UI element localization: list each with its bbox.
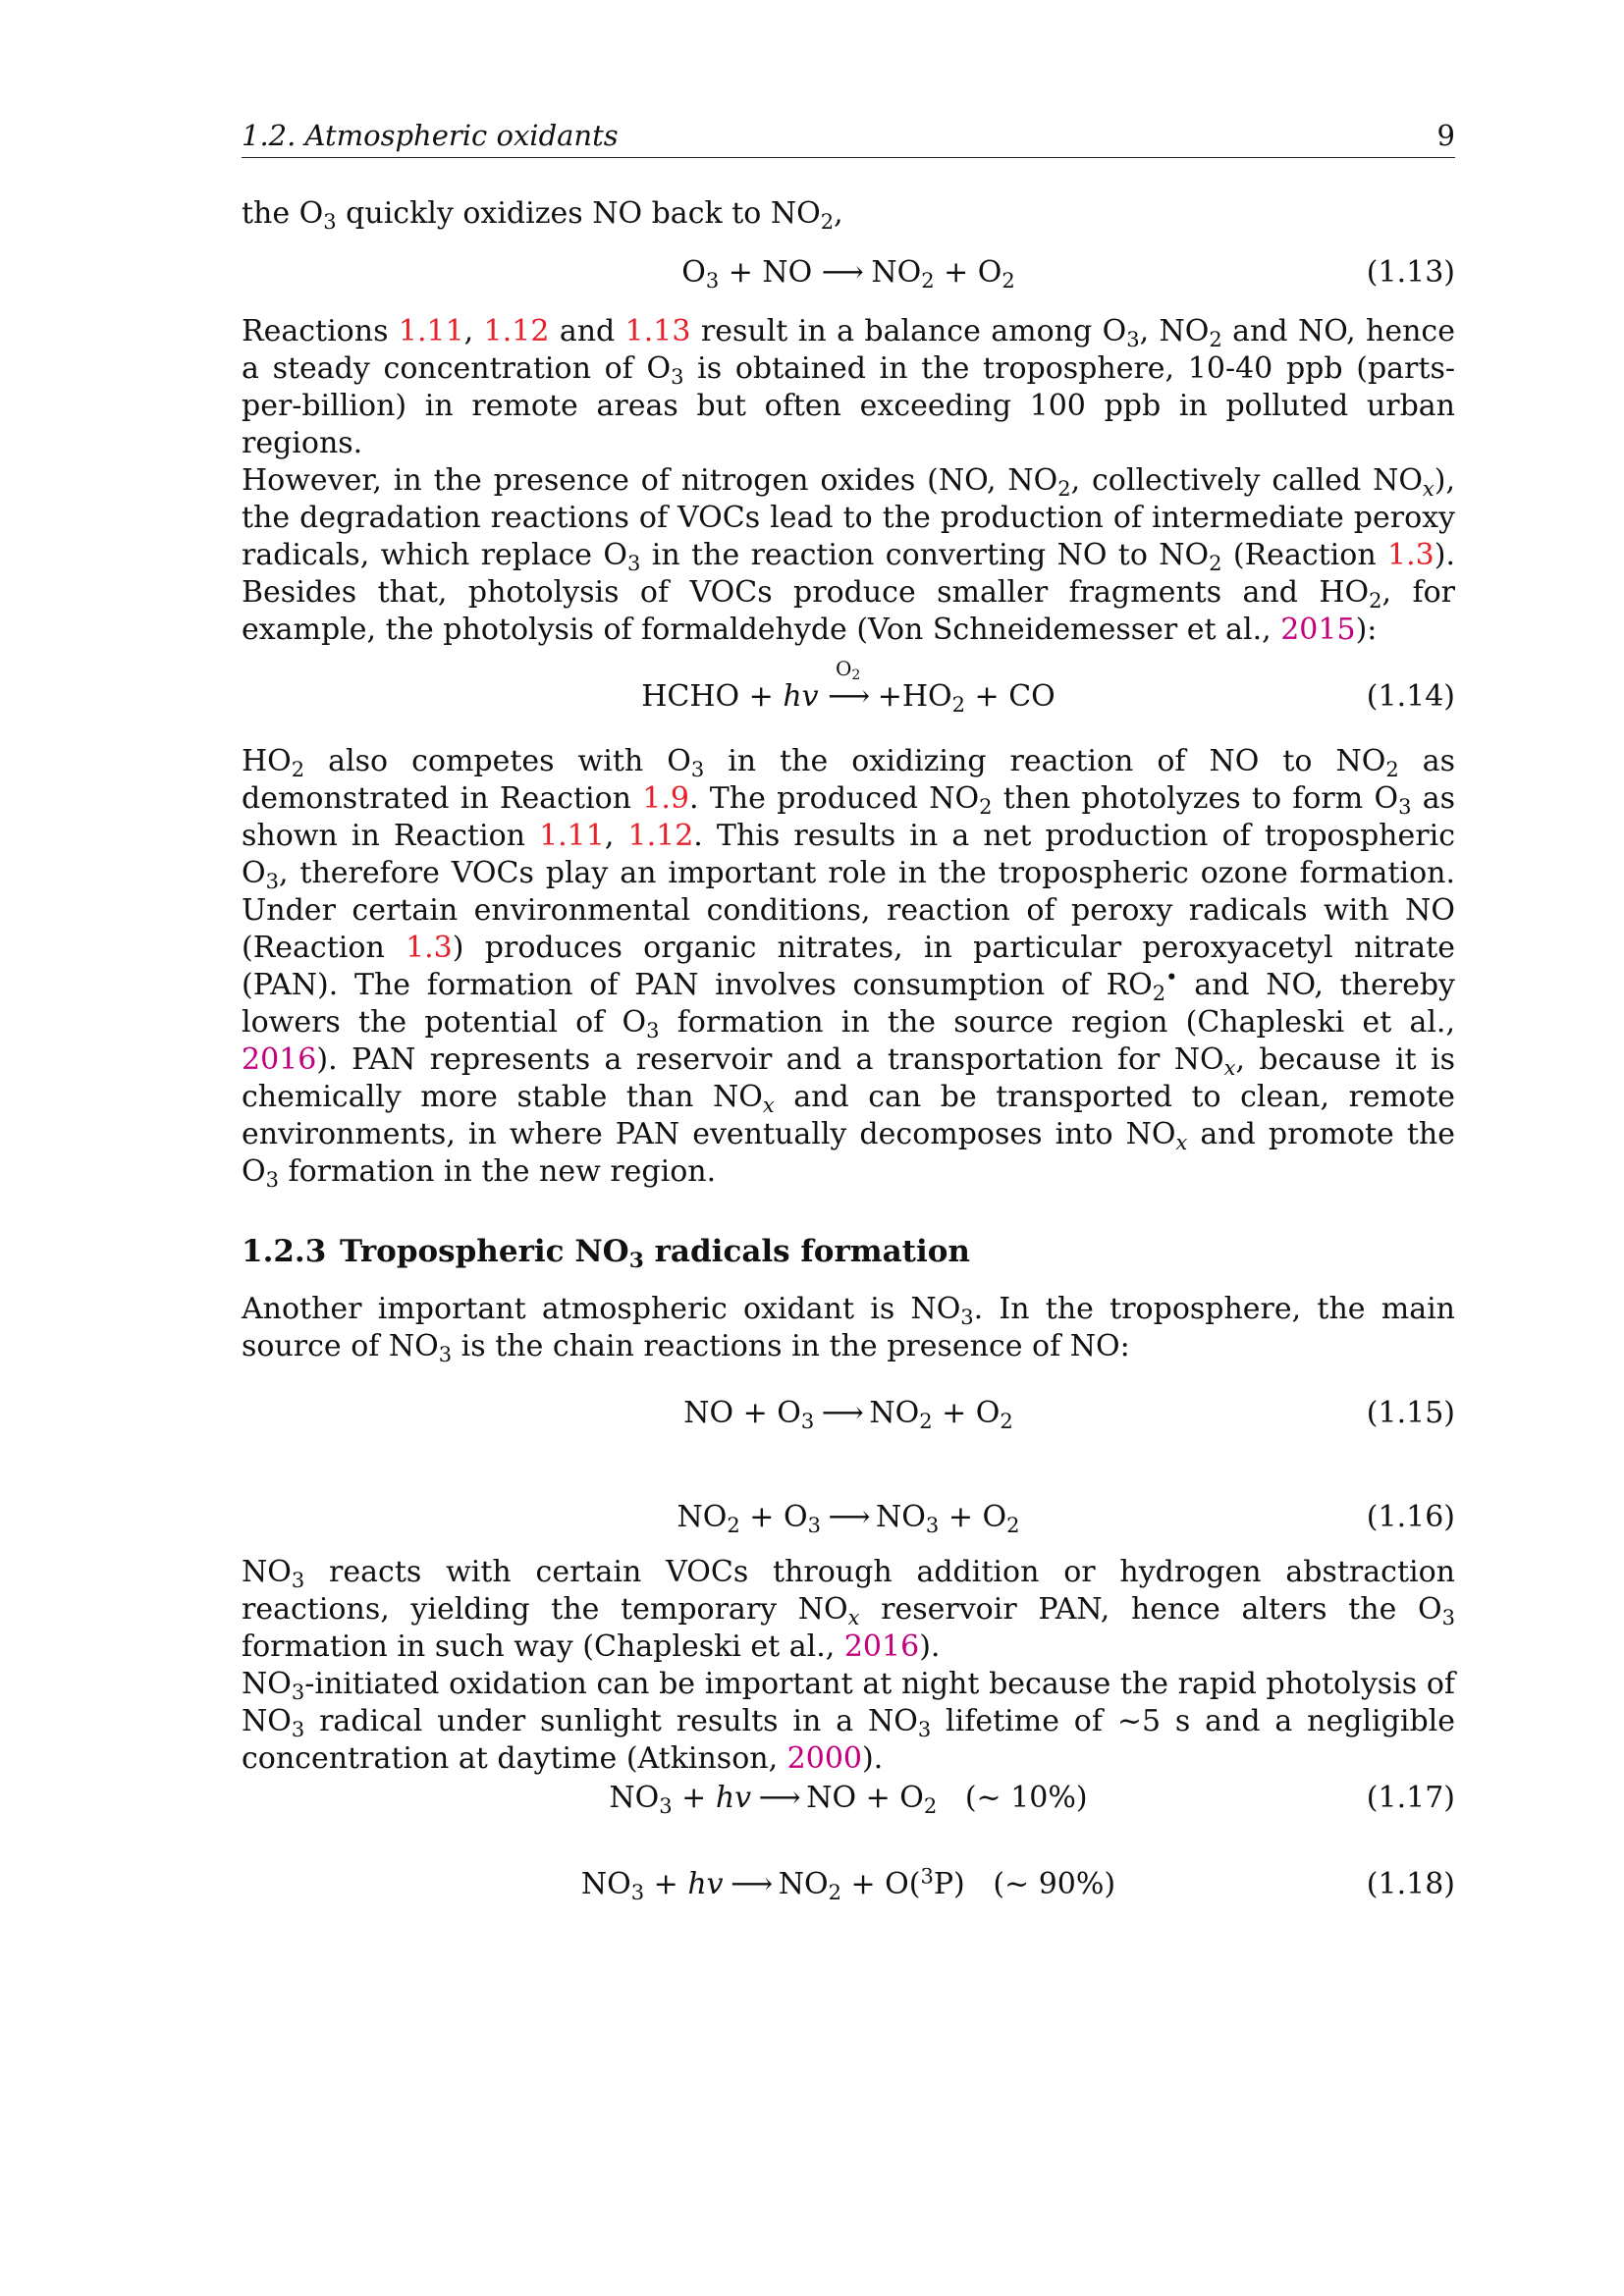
paragraph-balance: Reactions 1.11, 1.12 and 1.13 result in a balance among $O_3$, $NO_2$ and NO, hence a steady concentration of $O_3$ is obtained in the troposphere, 10-40 ppb (parts-per-billion) in remote areas but often exceeding 100 ppb in polluted urban regions. [242,314,1455,460]
citation-link[interactable]: 2015 [1280,613,1356,647]
reaction-link[interactable]: 1.3 [406,931,453,965]
paragraph-no3-night: $NO_3$-initiated oxidation can be important at night because the rapid photolysis of $NO_3$ radical under sunlight results in a $NO_3$ lifetime of ~5 s and a negligible concentration at daytime (Atkinson, 2000). [242,1667,1455,1776]
equation-number: (1.18) [1366,1867,1455,1901]
reaction-link[interactable]: 1.11 [398,314,464,348]
reaction-link[interactable]: 1.3 [1387,538,1435,572]
reaction-link[interactable]: 1.11 [539,819,605,853]
section-title: 1.2. Atmospheric oxidants [242,119,619,152]
citation-link[interactable]: 2016 [242,1042,317,1077]
citation-link[interactable]: 2000 [786,1741,863,1776]
equation-1-14: HCHO + hv $O_2$ ⟶ $+HO_2$ + CO (1.14) [641,657,1455,717]
subsection-heading: 1.2.3 Tropospheric $NO_3$ radicals formation [242,1234,970,1274]
reaction-link[interactable]: 1.12 [627,819,694,853]
equation-number: (1.15) [1366,1396,1455,1430]
paragraph-no3-vocs: $NO_3$ reacts with certain VOCs through addition or hydrogen abstraction reactions, yielding the temporary $NO_x$ reservoir PAN, hence alters the $O_3$ formation in such way (Chapleski et al., 2016). [242,1555,1455,1664]
equation-1-16: $NO_2 + O_3$ ⟶ $NO_3 + O_2$ (1.16) [677,1500,1455,1537]
citation-link[interactable]: 2016 [843,1629,920,1664]
paragraph-no3-source: Another important atmospheric oxidant is $NO_3$. In the troposphere, the main source of $NO_3$ is the chain reactions in the presence of NO: [242,1292,1455,1366]
equation-number: (1.17) [1366,1781,1455,1815]
equation-1-13: $O_3$ + NO ⟶ $NO_2 + O_2$ (1.13) [681,255,1455,293]
paragraph-ho2: $HO_2$ also competes with $O_3$ in the oxidizing reaction of NO to $NO_2$ as demonstrated in Reaction 1.9. The produced $NO_2$ then photolyzes to form $O_3$ as shown in Reaction 1.11, 1.12. This results in a net production of tropospheric $O_3$, therefore VOCs play an important role in the tropospheric ozone formation. Under certain environmental conditions, reaction of peroxy radicals with NO (Reaction 1.3) produces organic nitrates, in particular peroxyacetyl nitrate (PAN). The formation of PAN involves consumption of $RO_2^•$ and NO, thereby lowers the potential of $O_3$ formation in the source region (Chapleski et al., 2016). PAN represents a reservoir and a transportation for $NO_x$, because it is chemically more stable than $NO_x$ and can be transported to clean, remote environments, in where PAN eventually decomposes into $NO_x$ and promote the $O_3$ formation in the new region. [242,744,1456,1192]
equation-number: (1.16) [1366,1500,1455,1534]
page-body [242,118,1455,1925]
equation-1-18: $NO_3$ + hv ⟶ $NO_2 + O(^3P)$ (~ 90%) (1.18) [580,1864,1455,1904]
reaction-link[interactable]: 1.12 [483,314,550,348]
equation-1-15: NO + $O_3$ ⟶ $NO_2 + O_2$ (1.15) [683,1396,1455,1433]
page-number: 9 [1436,119,1455,152]
reaction-link[interactable]: 1.9 [642,781,689,816]
subsection-number: 1.2.3 [242,1234,327,1269]
equation-number: (1.13) [1366,255,1455,290]
reaction-link[interactable]: 1.13 [624,314,691,348]
running-header [242,118,1455,158]
paragraph-intro: the $O_3$ quickly oxidizes NO back to $NO_2$, [242,196,843,234]
equation-1-17: $NO_3$ + hv ⟶ NO + $O_2$ (~ 10%) (1.17) [609,1781,1455,1818]
paragraph-nox: However, in the presence of nitrogen oxides (NO, $NO_2$, collectively called $NO_x$), the degradation reactions of VOCs lead to the production of intermediate peroxy radicals, which replace $O_3$ in the reaction converting NO to $NO_2$ (Reaction 1.3). Besides that, photolysis of VOCs produce smaller fragments and $HO_2$, for example, the photolysis of formaldehyde (Von Schneidemesser et al., 2015): [242,463,1456,647]
equation-number: (1.14) [1366,679,1455,714]
